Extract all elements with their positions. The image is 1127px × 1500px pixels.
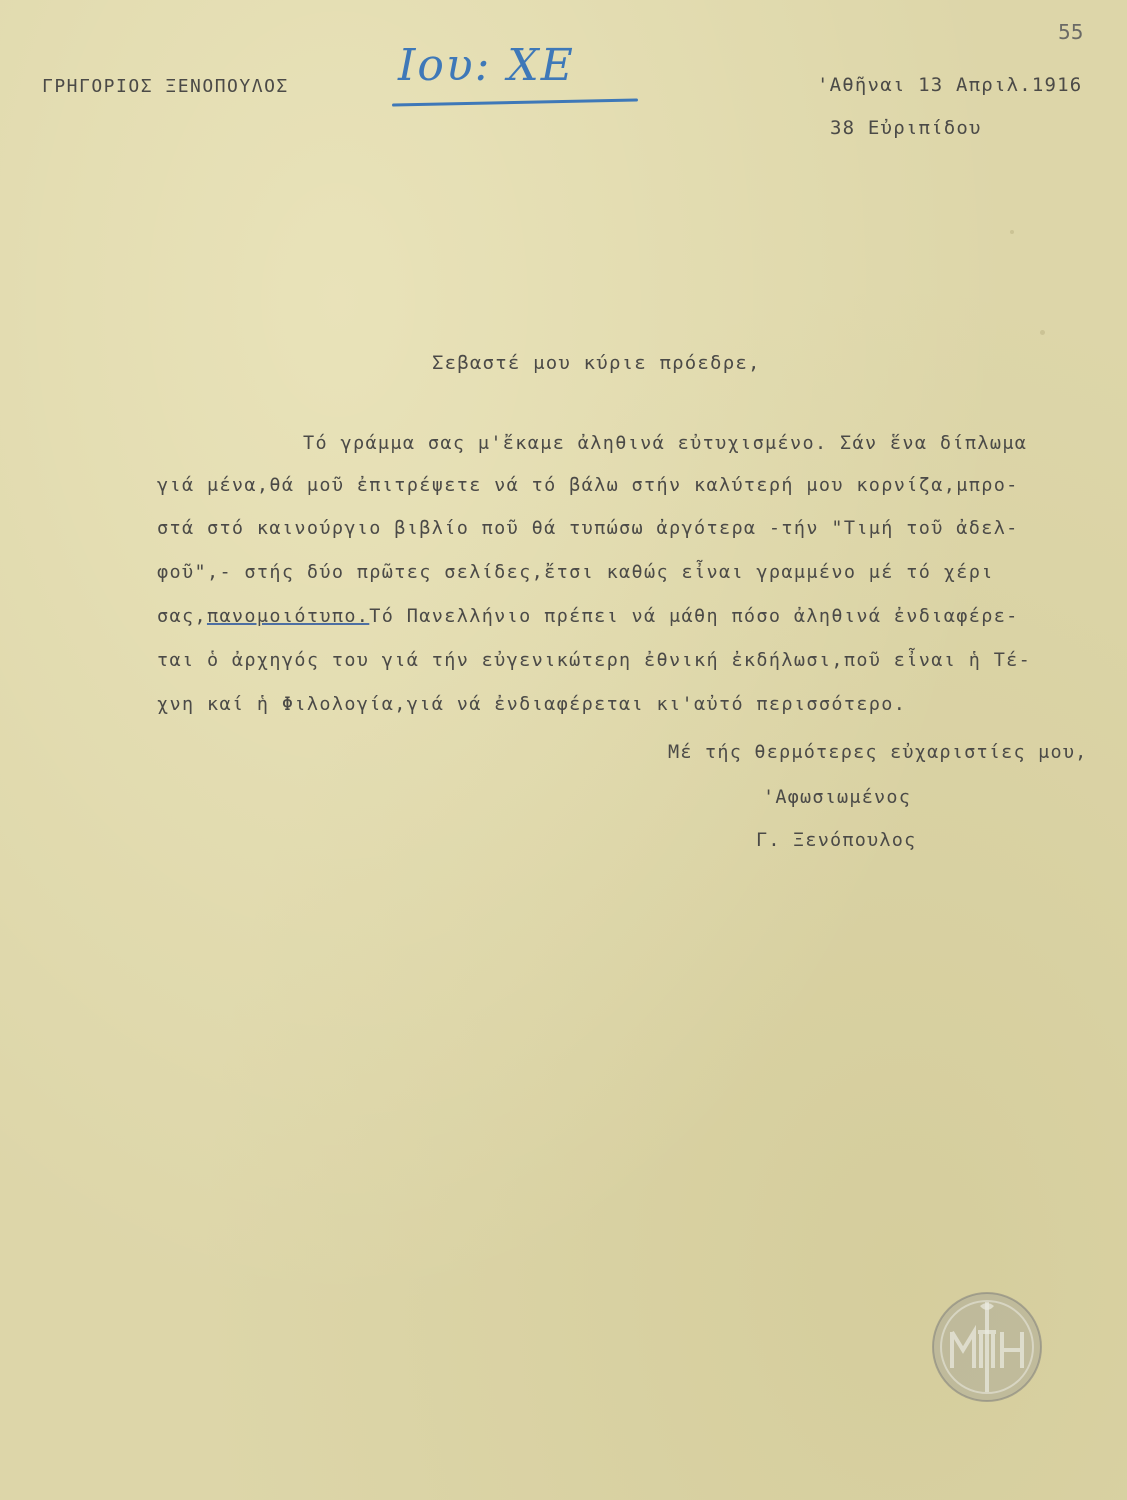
body-line-4: φοῦ",- στής δύο πρῶτες σελίδες,ἔτσι καθώς εἶναι γραμμένο μέ τό χέρι [157,562,994,583]
paper-spot [1010,230,1014,234]
body-line-6: ται ὁ ἀρχηγός του γιά τήν εὐγενικώτερη ἐθνική ἐκδήλωσι,ποῦ εἶναι ἡ Τέ- [157,650,1032,671]
handwritten-underline [392,98,638,106]
salutation: Σεβαστέ μου κύριε πρόεδρε, [432,352,761,374]
signature: Γ. Ξενόπουλος [756,830,917,851]
handwritten-note: Ιου: ΧΕ [398,40,575,91]
place-date: 'Αθῆναι 13 Απριλ.1916 [817,74,1083,96]
body-line-5 [157,606,1019,627]
sender-address: 38 Εὐριπίδου [830,117,982,139]
body-line-3: στά στό καινούργιο βιβλίο ποῦ θά τυπώσω ἀργότερα -τήν "Τιμή τοῦ ἀδελ- [157,518,1019,539]
archive-stamp-icon [930,1290,1044,1404]
underlined-word: πανομοιότυπο. [206,606,370,627]
closing-regards: 'Αφωσιωμένος [763,787,912,808]
paper-spot [1040,330,1045,335]
body-line-7: χνη καί ἡ Φιλολογία,γιά νά ἐνδιαφέρεται κι'αὐτό περισσότερο. [157,694,907,715]
body-line-1: Τό γράμμα σας μ'ἔκαμε ἀληθινά εὐτυχισμένο. Σάν ἕνα δίπλωμα [303,433,1028,454]
body-line-5-prefix: σας, [157,606,207,627]
body-line-2: γιά μένα,θά μοῦ ἐπιτρέψετε νά τό βάλω στήν καλύτερή μου κορνίζα,μπρο- [157,475,1019,496]
closing-thanks: Μέ τής θερμότερες εὐχαριστίες μου, [668,742,1088,763]
folio-number: 55 [1058,20,1084,44]
body-line-5-rest: Τό Πανελλήνιο πρέπει νά μάθη πόσο ἀληθινά ἐνδιαφέρε- [369,606,1019,627]
sender-name: ΓΡΗΓΟΡΙΟΣ ΞΕΝΟΠΟΥΛΟΣ [42,76,289,97]
